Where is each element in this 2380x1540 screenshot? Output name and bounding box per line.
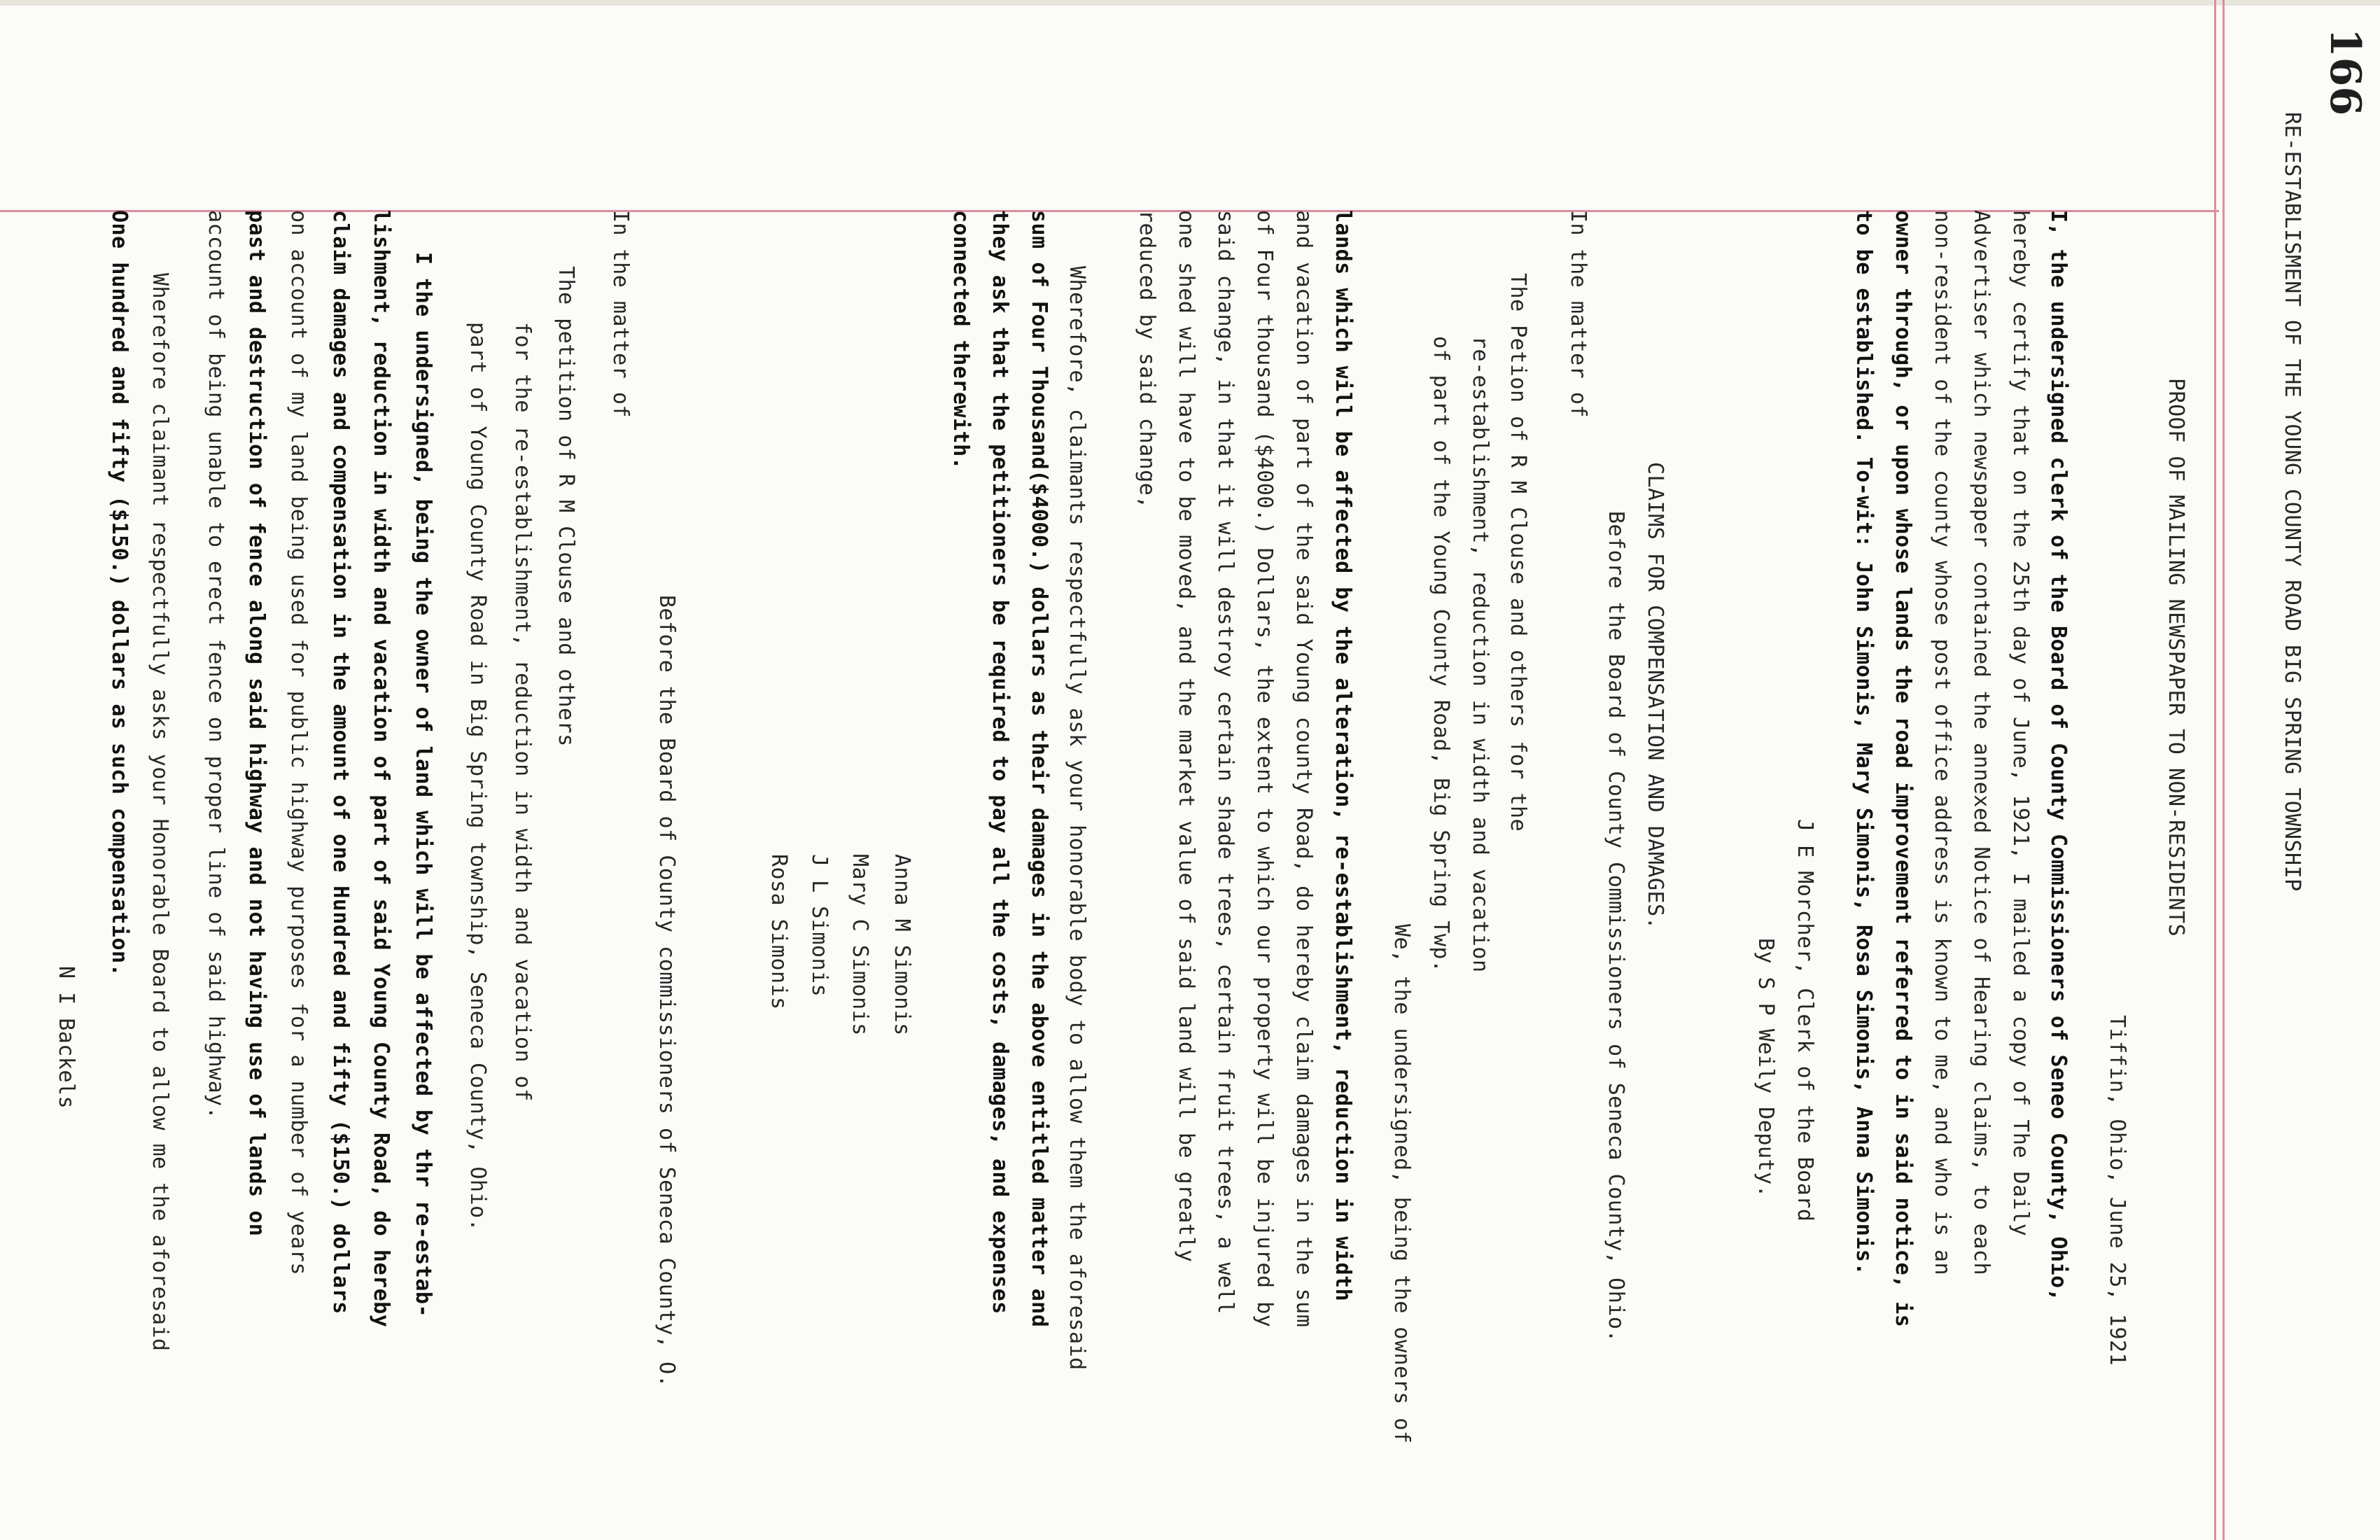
claim2-petition-line: The petition of R M Clouse and others xyxy=(554,266,578,747)
claim2-body-line: on account of my land being used for public highway purposes for a number of years xyxy=(286,210,311,1276)
claims-body-line: lands which will be affected by the alteration, re-establishment, reduction in width xyxy=(1331,210,1355,1302)
proof-signature: J E Morcher, Clerk of the Board xyxy=(1793,819,1817,1222)
claim2-body-line: I the undersigned, being the owner of land which will be affected by thr re-estab- xyxy=(411,252,435,1318)
claim2-body-line: One hundred and fifty ($150.) dollars as such compensation. xyxy=(107,210,132,977)
claim2-body-line: account of being unable to erect fence on proper line of said highway. xyxy=(204,210,228,1120)
claims-body-line: reduced by said change, xyxy=(1135,210,1159,509)
claims-body-line: said change, in that it will destroy certain shade trees, certain fruit trees, a well xyxy=(1213,210,1238,1315)
claims-petition-line: The Petion of R M Clouse and others for the xyxy=(1506,273,1530,832)
proof-line: owner through, or upon whose lands the road improvement referred to in said notice, is xyxy=(1891,210,1915,1328)
claims-petition-line: re-establishment, reduction in width and vacation xyxy=(1468,336,1492,973)
proof-line: I, the undersigned clerk of the Board of County Commissioners of Seneo County, Ohio, xyxy=(2046,210,2071,1302)
page-heading: RE-ESTABLISMENT OF THE YOUNG COUNTY ROAD BIG SPRING TOWNSHIP xyxy=(2280,112,2304,892)
claims-signer: J L Simonis xyxy=(807,854,832,997)
page-top-edge xyxy=(0,0,2380,6)
proof-line: Advertiser which newspaper contained the annexed Notice of Hearing claims, to each xyxy=(1969,210,1994,1276)
claim2-in-matter: In the matter of xyxy=(608,210,633,418)
proof-line: to be established. To-wit: John Simonis, Mary Simonis, Rosa Simonis, Anna Simonis. xyxy=(1851,210,1876,1276)
claims-signer: Anna M Simonis xyxy=(890,854,914,1036)
claim2-body-line: past and destruction of fence along said highway and not having use of lands on xyxy=(244,210,269,1237)
claim2-signer: N I Backels xyxy=(54,966,78,1110)
margin-rule-vertical-second xyxy=(2222,0,2225,1540)
claim2-before: Before the Board of County commissioners of Seneca County, O. xyxy=(654,595,679,1388)
claims-body-line: one shed will have to be moved, and the market value of said land will be greatly xyxy=(1174,210,1198,1263)
margin-rule-vertical xyxy=(2214,0,2216,1540)
claims-title: CLAIMS FOR COMPENSATION AND DAMAGES. xyxy=(1643,462,1667,930)
proof-deputy: By S P Weily Deputy. xyxy=(1754,938,1778,1198)
proof-dateline: Tiffin, Ohio, June 25, 1921 xyxy=(2105,1015,2129,1366)
page-number: 166 xyxy=(2320,28,2370,116)
claim2-petition-line: part of Young County Road in Big Spring township, Seneca County, Ohio. xyxy=(465,322,490,1232)
proof-title: PROOF OF MAILING NEWSPAPER TO NON-RESIDENTS xyxy=(2164,378,2188,937)
claims-signer: Mary C Simonis xyxy=(848,854,872,1036)
claims-body-line: of Four thousand ($4000.) Dollars, the extent to which our property will be injured by xyxy=(1252,210,1277,1328)
claims-signer: Rosa Simonis xyxy=(766,854,791,1010)
claims-before: Before the Board of County Commissioners of Seneca County, Ohio. xyxy=(1604,511,1628,1343)
proof-line: hereby certify that on the 25th day of June, 1921, I mailed a copy of The Daily xyxy=(2008,210,2033,1237)
proof-line: non-resident of the county whose post office address is known to me, and who is an xyxy=(1930,210,1954,1276)
claims-body-line: and vacation of part of the said Young county Road, do hereby claim damages in the sum xyxy=(1292,210,1316,1328)
claims-body-line: We, the undersigned, being the owners of xyxy=(1390,924,1414,1444)
claims-body-line: they ask that the petitioners be required to pay all the costs, damages, and expenses xyxy=(988,210,1012,1315)
claim2-body-line: Wherefore claimant respectfully asks your Honorable Board to allow me the aforesaid xyxy=(148,273,172,1352)
claims-body-line: sum of Four Thousand($4000.) dollars as their damages in the above entitled matter and xyxy=(1027,210,1051,1328)
claims-body-line: Wherefore, claimants respectfully ask your honorable body to allow them the aforesaid xyxy=(1065,266,1089,1371)
claims-in-matter: In the matter of xyxy=(1566,210,1590,418)
claims-petition-line: of part of the Young County Road, Big Spring Twp. xyxy=(1429,336,1453,973)
claim2-body-line: claim damages and compensation in the amount of one Hundred and fifty ($150.) dollars xyxy=(328,210,353,1315)
claim2-petition-line: for the re-establishment, reduction in width and vacation of xyxy=(510,322,535,1102)
claims-body-line: connected therewith. xyxy=(948,210,973,470)
claim2-body-line: lishment, reduction in width and vacation of part of said Young County Road, do hereby xyxy=(369,210,393,1328)
